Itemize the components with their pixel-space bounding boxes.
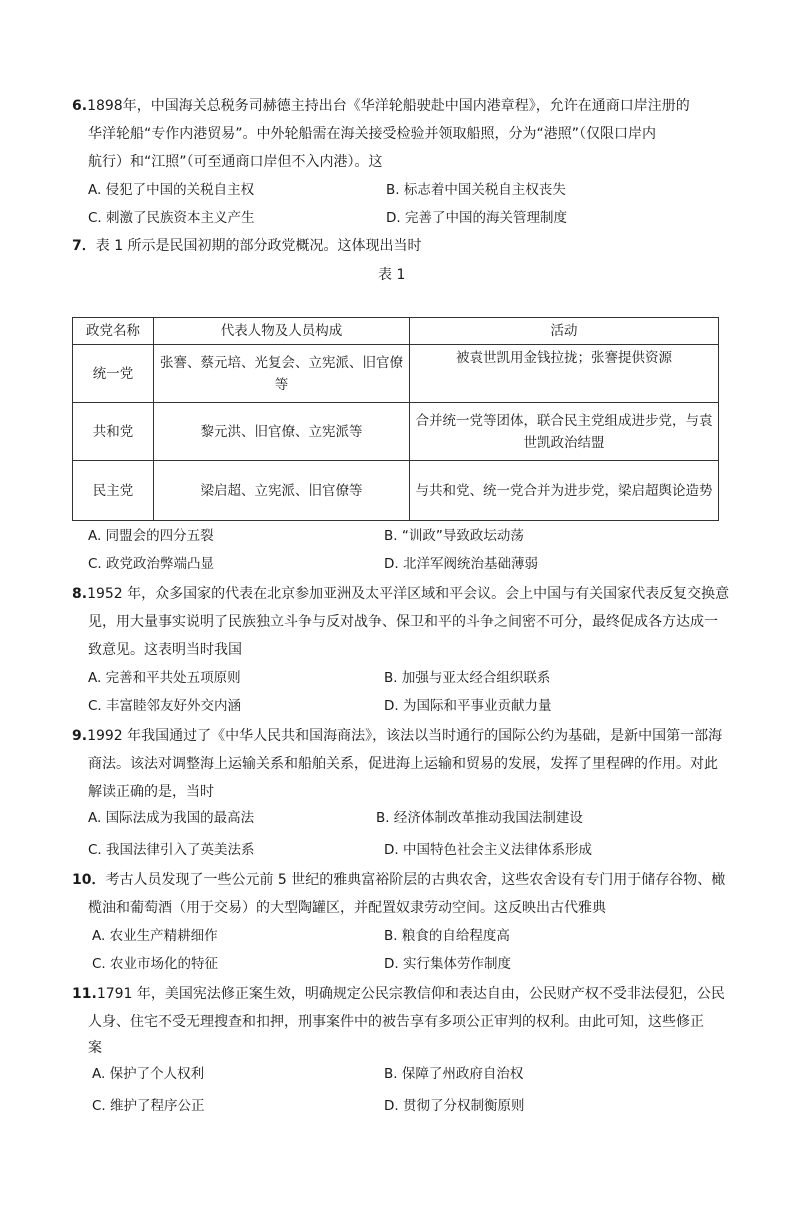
table-cell: 统一党	[73, 345, 154, 403]
q6-line2: 华洋轮船“专作内港贸易”。中外轮船需在海关接受检验并领取船照，分为“港照”（仅限口岸内	[88, 126, 657, 142]
q10-line1	[72, 870, 725, 890]
q10-option-b[interactable]: B. 粮食的自给程度高	[384, 928, 510, 944]
q6-option-a[interactable]: A. 侵犯了中国的关税自主权	[88, 182, 255, 198]
table-cell: 合并统一党等团体，联合民主党组成进步党，与袁世凯政治结盟	[410, 403, 719, 461]
table-cell: 民主党	[73, 461, 154, 521]
q6-text1: 1898年，中国海关总税务司赫德主持出台《华洋轮船驶赴中国内港章程》，允许在通商口岸注册的	[87, 98, 690, 114]
q7-text1: 表 1 所示是民国初期的部分政党概况。这体现出当时	[95, 238, 422, 254]
q9-line3: 解读正确的是，当时	[88, 784, 214, 800]
q8-option-b[interactable]: B. 加强与亚太经合组织联系	[384, 670, 551, 686]
q7-option-d[interactable]: D. 北洋军阀统治基础薄弱	[384, 556, 538, 572]
q8-number: 8.	[72, 586, 88, 602]
q6-line1	[72, 96, 690, 116]
q10-line2: 榄油和葡萄酒（用于交易）的大型陶罐区，并配置奴隶劳动空间。这反映出古代雅典	[88, 900, 606, 916]
q9-text1: 1992 年我国通过了《中华人民共和国海商法》，该法以当时通行的国际公约为基础，是新中国第一部海	[87, 728, 723, 744]
table-cell: 张謇、蔡元培、光复会、立宪派、旧官僚等	[154, 345, 410, 403]
q10-option-d[interactable]: D. 实行集体劳作制度	[384, 956, 511, 972]
q10-text1: 考古人员发现了一些公元前 5 世纪的雅典富裕阶层的古典农舍，这些农舍设有专门用于储存谷物、橄	[105, 872, 726, 888]
table-header-row	[73, 318, 719, 345]
q6-option-c[interactable]: C. 刺激了民族资本主义产生	[88, 210, 255, 226]
q9-option-c[interactable]: C. 我国法律引入了英美法系	[88, 842, 255, 858]
q9-option-b[interactable]: B. 经济体制改革推动我国法制建设	[376, 810, 583, 826]
table-title: 表 1	[378, 267, 406, 283]
table-cell: 与共和党、统一党合并为进步党，梁启超舆论造势	[410, 461, 719, 521]
q8-line2: 见，用大量事实说明了民族独立斗争与反对战争、保卫和平的斗争之间密不可分，最终促成各方达成一	[88, 614, 718, 630]
q11-option-a[interactable]: A. 保护了个人权利	[92, 1066, 205, 1082]
q7-option-b[interactable]: B. “训政”导致政坛动荡	[384, 528, 524, 544]
q6-option-b[interactable]: B. 标志着中国关税自主权丧失	[386, 182, 566, 198]
q10-option-c[interactable]: C. 农业市场化的特征	[92, 956, 219, 972]
table-header: 代表人物及人员构成	[154, 318, 410, 345]
table-row	[73, 461, 719, 521]
q11-option-c[interactable]: C. 维护了程序公正	[92, 1098, 205, 1114]
table-header: 活动	[410, 318, 719, 345]
q8-option-a[interactable]: A. 完善和平共处五项原则	[88, 670, 241, 686]
q10-number: 10．	[72, 872, 106, 888]
q8-line1	[72, 584, 729, 604]
q7-option-c[interactable]: C. 政党政治弊端凸显	[88, 556, 215, 572]
q7-line1	[72, 236, 422, 256]
q8-line3: 致意见。这表明当时我国	[88, 642, 242, 658]
table-row	[73, 403, 719, 461]
q6-option-d[interactable]: D. 完善了中国的海关管理制度	[386, 210, 567, 226]
q9-option-a[interactable]: A. 国际法成为我国的最高法	[88, 810, 255, 826]
table-header: 政党名称	[73, 318, 154, 345]
q8-option-c[interactable]: C. 丰富睦邻友好外交内涵	[88, 698, 242, 714]
q6-line3: 航行）和“江照”（可至通商口岸但不入内港）。这	[88, 154, 383, 170]
table-row	[73, 345, 719, 403]
q11-option-d[interactable]: D. 贯彻了分权制衡原则	[384, 1098, 525, 1114]
q9-option-d[interactable]: D. 中国特色社会主义法律体系形成	[384, 842, 592, 858]
q11-line2: 人身、住宅不受无理搜查和扣押，刑事案件中的被告享有多项公正审判的权利。由此可知，这些修正	[88, 1014, 704, 1030]
q9-line2: 商法。该法对调整海上运输关系和船舶关系，促进海上运输和贸易的发展，发挥了里程碑的作用。对此	[88, 756, 718, 772]
table-cell: 梁启超、立宪派、旧官僚等	[154, 461, 410, 521]
q11-line1	[72, 984, 725, 1004]
q7-option-a[interactable]: A. 同盟会的四分五裂	[88, 528, 214, 544]
q8-text1: 1952 年，众多国家的代表在北京参加亚洲及太平洋区域和平会议。会上中国与有关国家代表反复交换意	[87, 586, 730, 602]
table-cell: 共和党	[73, 403, 154, 461]
q7-number: 7．	[72, 238, 96, 254]
party-table	[72, 317, 719, 521]
table-cell: 黎元洪、旧官僚、立宪派等	[154, 403, 410, 461]
q8-option-d[interactable]: D. 为国际和平事业贡献力量	[384, 698, 552, 714]
q11-option-b[interactable]: B. 保障了州政府自治权	[384, 1066, 524, 1082]
table-cell: 被袁世凯用金钱拉拢；张謇提供资源	[410, 345, 719, 403]
q10-option-a[interactable]: A. 农业生产精耕细作	[92, 928, 218, 944]
q9-line1	[72, 726, 722, 746]
q11-text1: 1791 年，美国宪法修正案生效，明确规定公民宗教信仰和表达自由，公民财产权不受非法侵犯，公民	[96, 986, 725, 1002]
q11-number: 11.	[72, 986, 97, 1002]
q9-number: 9.	[72, 728, 88, 744]
q6-number: 6.	[72, 98, 88, 114]
q11-line3: 案	[88, 1040, 102, 1056]
